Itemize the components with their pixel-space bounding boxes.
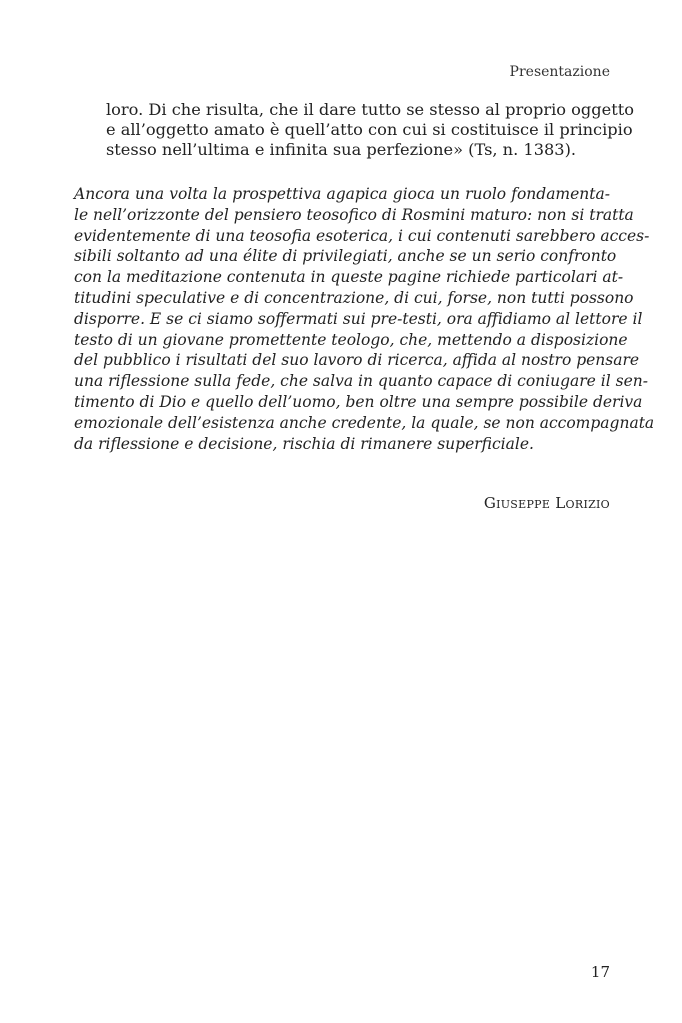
paragraph-line: del pubblico i risultati del suo lavoro di ricerca, affida al nostro pensare <box>74 351 640 370</box>
author-signature: Giuseppe Lorizio <box>483 494 610 512</box>
quote-line: loro. Di che risulta, che il dare tutto se stesso al proprio oggetto <box>106 100 634 119</box>
quote-line: e all’oggetto amato è quell’atto con cui si costituisce il principio <box>106 120 633 139</box>
paragraph-line: sibili soltanto ad una élite di privilegiati, anche se un serio confronto <box>74 247 617 266</box>
paragraph-line: evidentemente di una teosofia esoterica, i cui contenuti sarebbero acces- <box>74 226 650 245</box>
page-number: 17 <box>590 963 610 981</box>
running-head: Presentazione <box>509 64 610 80</box>
paragraph-line: da riflessione e decisione, rischia di rimanere superficiale. <box>74 434 534 453</box>
body-paragraph <box>74 184 655 454</box>
quote-block <box>106 100 634 160</box>
quote-line: stesso nell’ultima e infinita sua perfezione» (Ts, n. 1383). <box>106 140 577 159</box>
paragraph-line: Ancora una volta la prospettiva agapica gioca un ruolo fondamenta- <box>74 185 610 203</box>
paragraph-line: le nell’orizzonte del pensiero teosofico di Rosmini maturo: non si tratta <box>74 205 634 224</box>
paragraph-line: emozionale dell’esistenza anche credente, la quale, se non accompagnata <box>74 413 655 432</box>
paragraph-line: timento di Dio e quello dell’uomo, ben oltre una sempre possibile deriva <box>74 392 643 411</box>
paragraph-line: con la meditazione contenuta in queste pagine richiede particolari at- <box>74 268 624 287</box>
paragraph-line: testo di un giovane promettente teologo, che, mettendo a disposizione <box>74 330 628 349</box>
paragraph-line: titudini speculative e di concentrazione, di cui, forse, non tutti possono <box>74 288 634 307</box>
paragraph-line: una riflessione sulla fede, che salva in quanto capace di coniugare il sen- <box>74 372 648 391</box>
paragraph-line: disporre. E se ci siamo soffermati sui pre-testi, ora affidiamo al lettore il <box>74 309 643 328</box>
